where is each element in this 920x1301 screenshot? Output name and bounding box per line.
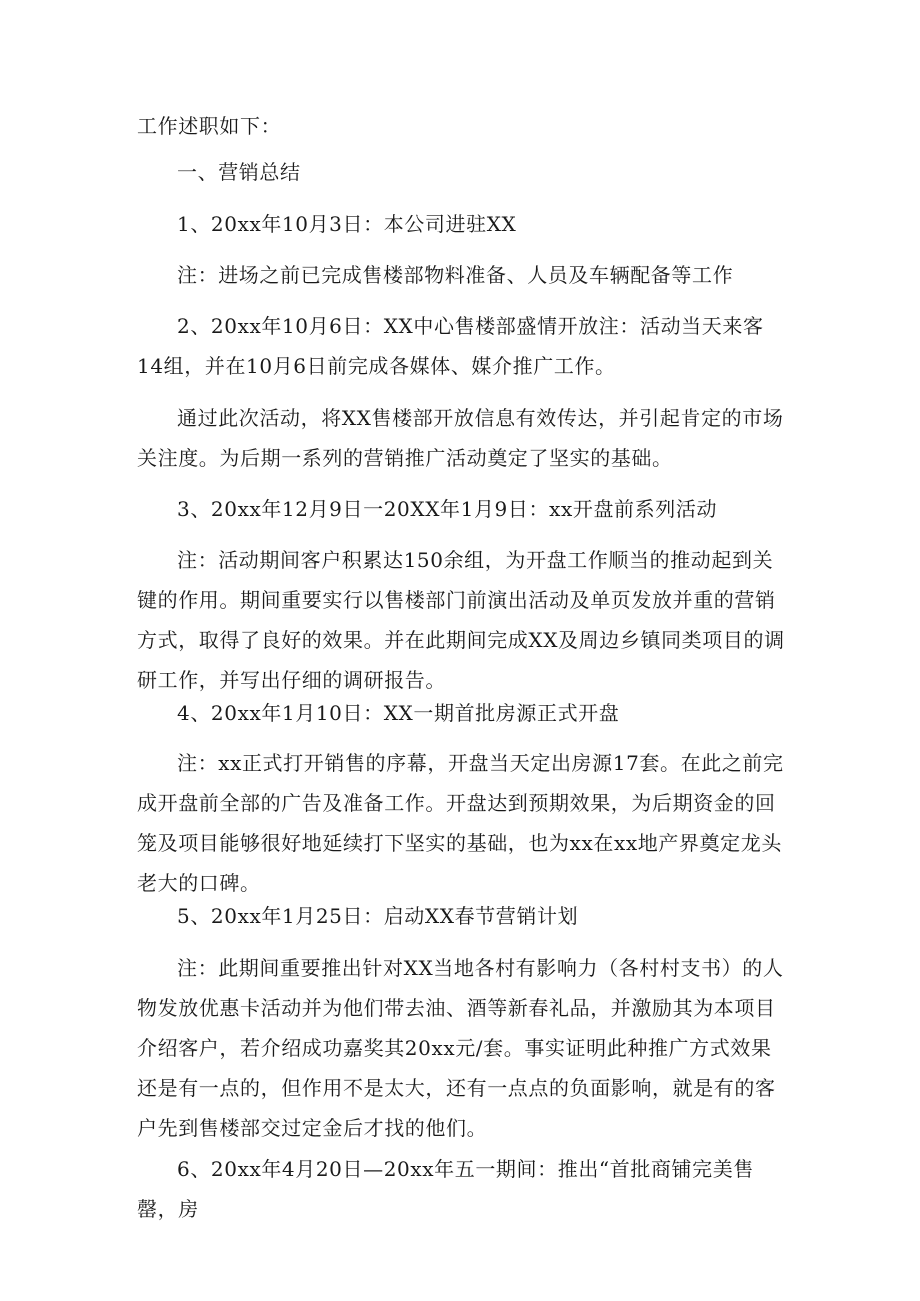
event-note-2: 通过此次活动，将XX售楼部开放信息有效传达，并引起肯定的市场关注度。为后期一系列的营销推广活动奠定了坚实的基础。: [137, 406, 784, 470]
intro-line: 工作述职如下：: [137, 114, 282, 138]
event-note-5: 注：此期间重要推出针对XX当地各村有影响力（各村村支书）的人物发放优惠卡活动并为他们带去油、酒等新春礼品，并激励其为本项目介绍客户，若介绍成功嘉奖其20xx元/套。事实证明此种推广方式效果还是有一点的，但作用不是太大，还有一点点的负面影响，就是有的客户先到售楼部交过定金后才找的他们。: [137, 956, 784, 1140]
event-item-3: 3、20xx年12月9日一20XX年1月9日：xx开盘前系列活动: [177, 497, 718, 521]
event-note-3: 注：活动期间客户积累达150余组，为开盘工作顺当的推动起到关键的作用。期间重要实行以售楼部门前演出活动及单页发放并重的营销方式，取得了良好的效果。并在此期间完成XX及周边乡镇同类项目的调研工作，并写出仔细的调研报告。: [137, 548, 785, 692]
event-item-5: 5、20xx年1月25日：启动XX春节营销计划: [177, 904, 579, 928]
event-item-2: 2、20xx年10月6日：XX中心售楼部盛情开放注：活动当天来客14组，并在10月6日前完成各媒体、媒介推广工作。: [137, 314, 764, 378]
event-note-1: 注：进场之前已完成售楼部物料准备、人员及车辆配备等工作: [177, 263, 734, 287]
event-item-1: 1、20xx年10月3日：本公司进驻XX: [177, 212, 517, 236]
event-item-6: 6、20xx年4月20日—20xx年五一期间：推出“首批商铺完美售罄，房: [137, 1157, 754, 1221]
section-heading: 一、营销总结: [177, 160, 301, 184]
event-item-4: 4、20xx年1月10日：XX一期首批房源正式开盘: [177, 701, 620, 725]
event-note-4: 注：xx正式打开销售的序幕，开盘当天定出房源17套。在此之前完成开盘前全部的广告及准备工作。开盘达到预期效果，为后期资金的回笼及项目能够很好地延续打下坚实的基础，也为xx在xx地产界奠定龙头老大的口碑。: [137, 751, 784, 895]
